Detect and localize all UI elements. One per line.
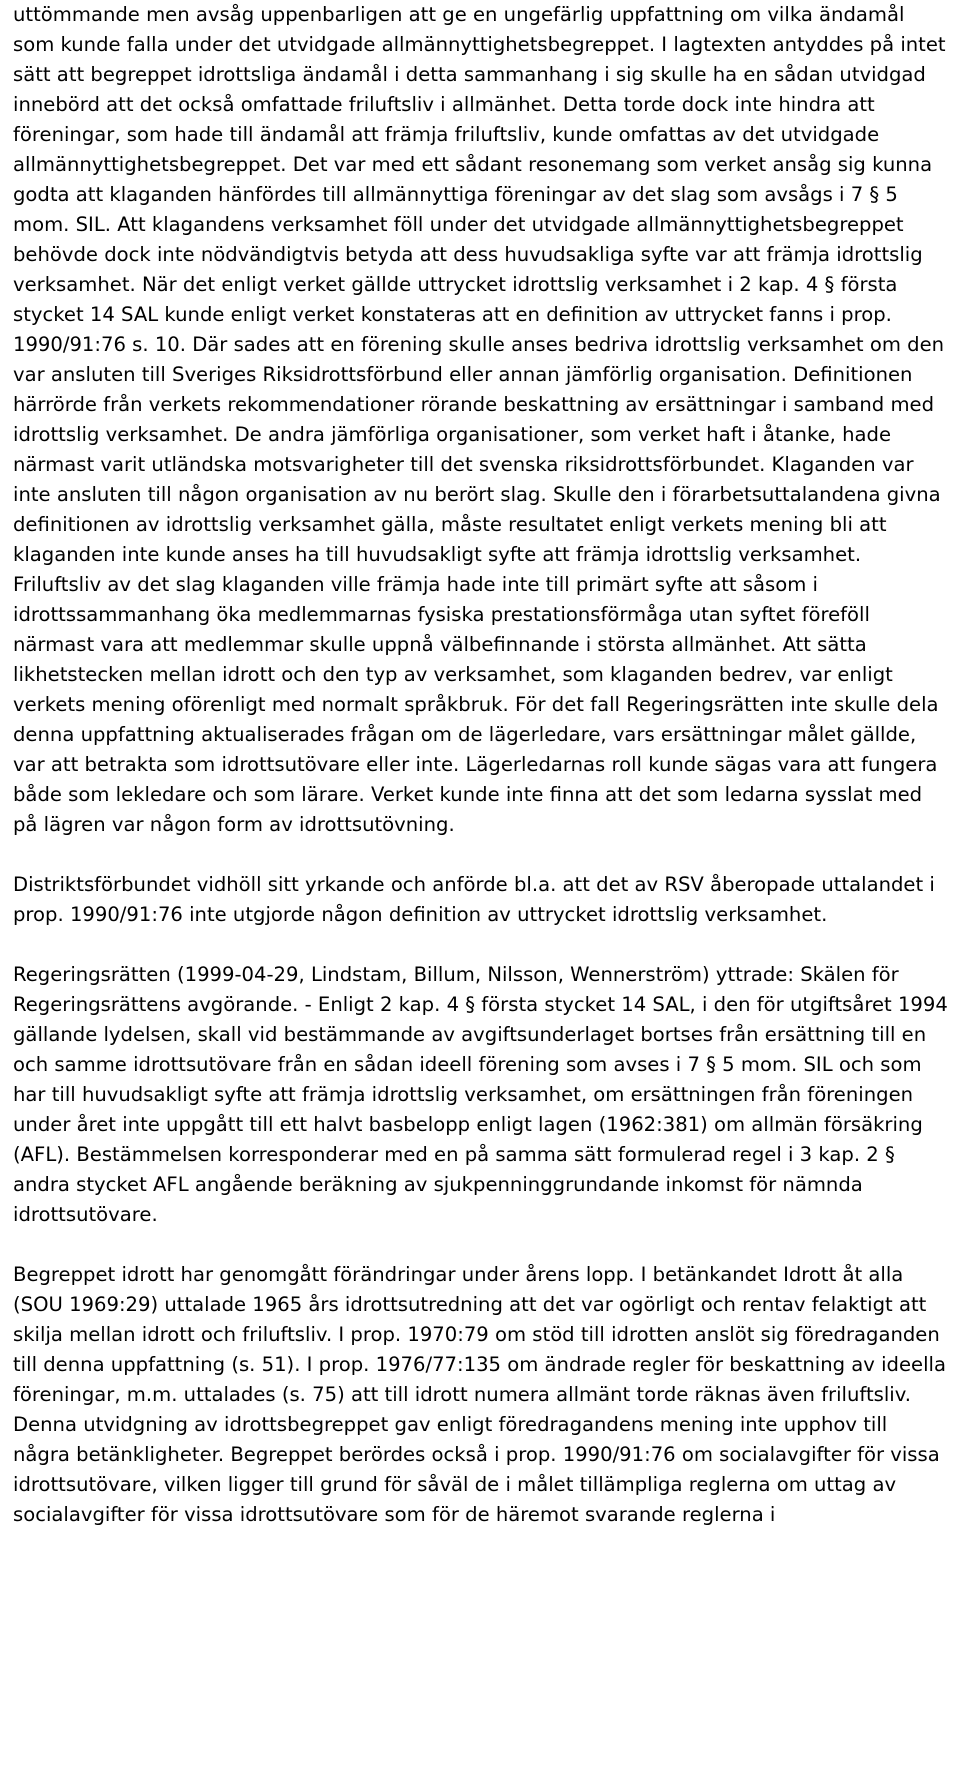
paragraph-regeringsratten-reasons: Regeringsrätten (1999-04-29, Lindstam, Billum, Nilsson, Wennerström) yttrade: Skälen för Regeringsrättens avgörande. - Enligt 2 kap. 4 § första stycket 14 SAL, i den för utgiftsåret 1994 gällande lydelsen, skall vid bestämmande av avgiftsunderlaget bortses från ersättning till en och samme idrottsutövare från en sådan ideell förening som avses i 7 § 5 mom. SIL och som har till huvudsakligt syfte att främja idrottslig verksamhet, om ersättningen från föreningen under året inte uppgått till ett halvt basbelopp enligt lagen (1962:381) om allmän försäkring (AFL). Bestämmelsen korresponderar med en på samma sätt formulerad regel i 3 kap. 2 § andra stycket AFL angående beräkning av sjukpenninggrundande inkomst för nämnda idrottsutövare. xyxy=(13,963,948,1226)
paragraph-idrott-concept: Begreppet idrott har genomgått förändringar under årens lopp. I betänkandet Idrott åt alla (SOU 1969:29) uttalade 1965 års idrottsutredning att det var ogörligt och rentav felaktigt att skilja mellan idrott och friluftsliv. I prop. 1970:79 om stöd till idrotten anslöt sig föredraganden till denna uppfattning (s. 51). I prop. 1976/77:135 om ändrade regler för beskattning av ideella föreningar, m.m. uttalades (s. 75) att till idrott numera allmänt torde räknas även friluftsliv. Denna utvidgning av idrottsbegreppet gav enligt föredragandens mening inte upphov till några betänkligheter. Begreppet berördes också i prop. 1990/91:76 om socialavgifter för vissa idrottsutövare, vilken ligger till grund för såväl de i målet tillämpliga reglerna om uttag av socialavgifter för vissa idrottsutövare som för de häremot svarande reglerna i xyxy=(13,1263,946,1526)
paragraph-distriktsforbundet-reply: Distriktsförbundet vidhöll sitt yrkande och anförde bl.a. att det av RSV åberopade uttalandet i prop. 1990/91:76 inte utgjorde någon definition av uttrycket idrottslig verksamhet. xyxy=(13,873,935,926)
paragraph-rsv-argument: uttömmande men avsåg uppenbarligen att ge en ungefärlig uppfattning om vilka ändamål som kunde falla under det utvidgade allmännyttighetsbegreppet. I lagtexten antyddes på intet sätt att begreppet idrottsliga ändamål i detta sammanhang i sig skulle ha en sådan utvidgad innebörd att det också omfattade friluftsliv i allmänhet. Detta torde dock inte hindra att föreningar, som hade till ändamål att främja friluftsliv, kunde omfattas av det utvidgade allmännyttighetsbegreppet. Det var med ett sådant resonemang som verket ansåg sig kunna godta att klaganden hänfördes till allmännyttiga föreningar av det slag som avsågs i 7 § 5 mom. SIL. Att klagandens verksamhet föll under det utvidgade allmännyttighetsbegreppet behövde dock inte nödvändigtvis betyda att dess huvudsakliga syfte var att främja idrottslig verksamhet. När det enligt verket gällde uttrycket idrottslig verksamhet i 2 kap. 4 § första stycket 14 SAL kunde enligt verket konstateras att en definition av uttrycket fanns i prop. 1990/91:76 s. 10. Där sades att en förening skulle anses bedriva idrottslig verksamhet om den var ansluten till Sveriges Riksidrottsförbund eller annan jämförlig organisation. Definitionen härrörde från verkets rekommendationer rörande beskattning av ersättningar i samband med idrottslig verksamhet. De andra jämförliga organisationer, som verket haft i åtanke, hade närmast varit utländska motsvarigheter till det svenska riksidrottsförbundet. Klaganden var inte ansluten till någon organisation av nu berört slag. Skulle den i förarbetsuttalandena givna definitionen av idrottslig verksamhet gälla, måste resultatet enligt verkets mening bli att klaganden inte kunde anses ha till huvudsakligt syfte att främja idrottslig verksamhet. Friluftsliv av det slag klaganden ville främja hade inte till primärt syfte att såsom i idrottssammanhang öka medlemmarnas fysiska prestationsförmåga utan syftet föreföll närmast vara att medlemmar skulle uppnå välbefinnande i största allmänhet. Att sätta likhetstecken mellan idrott och den typ av verksamhet, som klaganden bedrev, var enligt verkets mening oförenligt med normalt språkbruk. För det fall Regeringsrätten inte skulle dela denna uppfattning aktualiserades frågan om de lägerledare, vars ersättningar målet gällde, var att betrakta som idrottsutövare eller inte. Lägerledarnas roll kunde sägas vara att fungera både som lekledare och som lärare. Verket kunde inte finna att det som ledarna sysslat med på lägren var någon form av idrottsutövning. xyxy=(13,3,946,836)
